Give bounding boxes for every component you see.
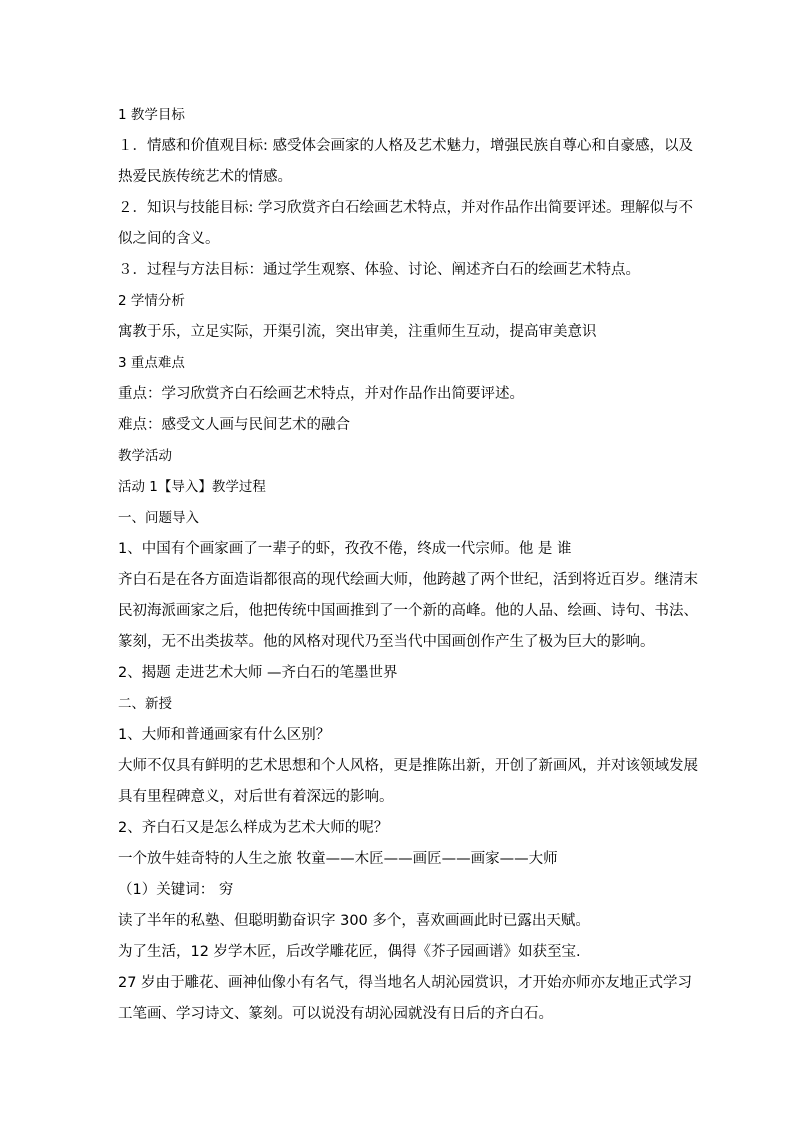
heading-student-analysis: 2 学情分析 (118, 293, 185, 309)
paragraph-1-line-1: 齐白石是在各方面造诣都很高的现代绘画大师，他跨越了两个世纪，活到将近百岁。继清末 (118, 572, 698, 588)
key-point-text: 重点：学习欣赏齐白石绘画艺术特点，并对作品作出简要评述。 (118, 386, 524, 402)
document-page (118, 100, 698, 1030)
topic-reveal: 2、揭题 走进艺术大师 —齐白石的笔墨世界 (118, 665, 398, 681)
paragraph-3: 读了半年的私塾、但聪明勤奋识字 300 多个，喜欢画画此时已露出天赋。 (118, 913, 590, 929)
paragraph-2-line-1: 大师不仅具有鲜明的艺术思想和个人风格，更是推陈出新，开创了新画风，并对该领域发展 (118, 758, 698, 774)
keyword-line: （1）关键词： 穷 (118, 882, 234, 898)
student-analysis-text: 寓教于乐，立足实际，开渠引流，突出审美，注重师生互动，提高审美意识 (118, 324, 597, 340)
goal-2-line-1: ２．知识与技能目标: 学习欣赏齐白石绘画艺术特点，并对作品作出简要评述。理解似与不 (118, 200, 693, 216)
activity-1-title: 活动 1【导入】教学过程 (118, 479, 266, 495)
paragraph-1-line-2: 民初海派画家之后，他把传统中国画推到了一个新的高峰。他的人品、绘画、诗句、书法、 (118, 603, 698, 619)
question-4: 2、齐白石又是怎么样成为艺术大师的呢？ (118, 820, 389, 836)
section-question-intro: 一、问题导入 (118, 510, 199, 526)
life-path: 一个放牛娃奇特的人生之旅 牧童——木匠——画匠——画家——大师 (118, 851, 558, 867)
heading-key-difficult: 3 重点难点 (118, 355, 185, 371)
question-1: 1、中国有个画家画了一辈子的虾，孜孜不倦，终成一代宗师。他 是 谁 (118, 541, 572, 557)
goal-1-line-1: １．情感和价值观目标: 感受体会画家的人格及艺术魅力，增强民族自尊心和自豪感，以及 (118, 138, 693, 154)
goal-2-line-2: 似之间的含义。 (118, 231, 220, 247)
paragraph-5-line-2: 工笔画、学习诗文、篆刻。可以说没有胡沁园就没有日后的齐白石。 (118, 1006, 553, 1022)
heading-activities: 教学活动 (118, 448, 172, 464)
goal-3: ３．过程与方法目标：通过学生观察、体验、讨论、阐述齐白石的绘画艺术特点。 (118, 262, 640, 278)
paragraph-1-line-3: 篆刻，无不出类拔萃。他的风格对现代乃至当代中国画创作产生了极为巨大的影响。 (118, 634, 655, 650)
question-3: 1、大师和普通画家有什么区别？ (118, 727, 331, 743)
section-new-lesson: 二、新授 (118, 696, 172, 712)
paragraph-2-line-2: 具有里程碑意义，对后世有着深远的影响。 (118, 789, 394, 805)
difficult-point-text: 难点：感受文人画与民间艺术的融合 (118, 417, 350, 433)
paragraph-5-line-1: 27 岁由于雕花、画神仙像小有名气，得当地名人胡沁园赏识，才开始亦师亦友地正式学习 (118, 975, 693, 991)
goal-1-line-2: 热爱民族传统艺术的情感。 (118, 169, 292, 185)
heading-teaching-goals: 1 教学目标 (118, 107, 185, 123)
paragraph-4: 为了生活，12 岁学木匠，后改学雕花匠，偶得《芥子园画谱》如获至宝. (118, 944, 581, 960)
